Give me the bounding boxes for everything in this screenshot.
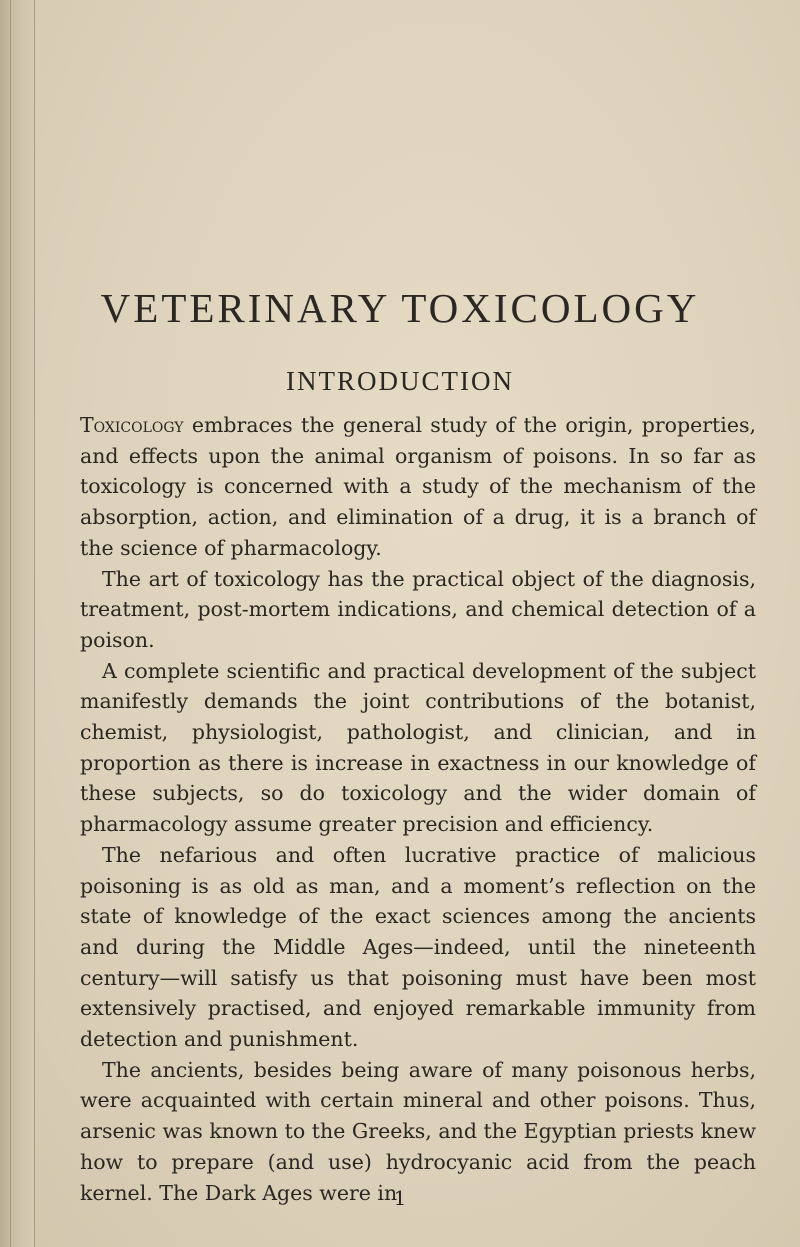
paragraph-1 <box>80 410 756 564</box>
running-head: VETERINARY TOXICOLOGY <box>100 285 700 331</box>
page-gutter <box>0 0 35 1247</box>
paragraph-5: The ancients, besides being aware of many poisonous herbs, were acquainted with certain mineral and other poisons. Thus, arsenic was known to the Greeks, and the Egyptian priests knew how to prepare (and use) hydrocyanic acid from the peach kernel. The Dark Ages were in <box>80 1057 756 1205</box>
chapter-title: INTRODUCTION <box>286 366 514 396</box>
paragraph-3: A complete scientific and practical development of the subject manifestly demands the joint contributions of the botanist, chemist, physiologist, pathologist, and clinician, and in proportion as there is increase in exactness in our knowledge of these subjects, so do toxicology and the wider domain of pharmacology assume greater precision and efficiency. <box>80 658 756 837</box>
paragraph-2: The art of toxicology has the practical object of the diagnosis, treatment, post-mortem indications, and chemical detection of a poison. <box>80 566 756 652</box>
paragraph-4: The nefarious and often lucrative practice of malicious poisoning is as old as man, and a moment’s reflection on the state of knowledge of the exact sciences among the ancients and during the Middle Ages—indeed, until the nineteenth century—will satisfy us that poisoning must have been most extensively practised, and enjoyed remarkable immunity from detection and punishment. <box>80 842 756 1052</box>
paragraph-lead-word: Toxicology <box>80 413 184 437</box>
body-text <box>80 410 756 1208</box>
page-number: 1 <box>393 1186 407 1210</box>
gutter-edge-line <box>10 0 11 1247</box>
paragraph-text: embraces the general study of the origin, properties, and effects upon the animal organism of poisons. In so far as toxicology is concerned with a study of the mechanism of the absorption, action, and elimination of a drug, it is a branch of the science of pharmacology. <box>80 413 756 560</box>
